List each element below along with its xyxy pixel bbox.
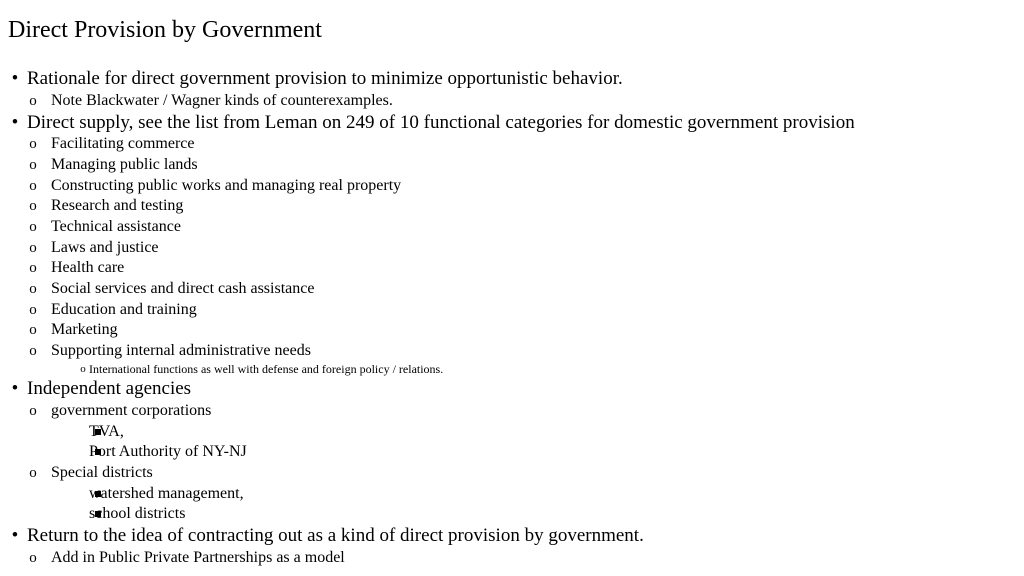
list-item-text: Research and testing: [51, 197, 184, 214]
subsub-text: International functions as well with defense and foreign policy / relations.: [89, 362, 444, 376]
circle-marker: o: [29, 550, 37, 566]
circle-marker: o: [29, 322, 37, 338]
circle-marker: o: [29, 93, 37, 109]
circle-marker: o: [29, 219, 37, 235]
list-item-text: Laws and justice: [51, 239, 159, 256]
list-item-text: Health care: [51, 259, 125, 276]
bullet-text: Rationale for direct government provision to minimize opportunistic behavior.: [27, 68, 623, 89]
slide-title: Direct Provision by Government: [8, 17, 322, 43]
list-item-text: Supporting internal administrative needs: [51, 342, 311, 359]
list-item-text: Constructing public works and managing real property: [51, 177, 402, 194]
circle-marker: o: [29, 198, 37, 214]
subbullet-text: Special districts: [51, 464, 153, 481]
circle-marker: o: [29, 240, 37, 256]
bullet-marker: •: [11, 112, 19, 133]
bullet-marker: •: [11, 525, 19, 546]
circle-marker: o: [29, 157, 37, 173]
square-item-watershed: watershed management,: [89, 485, 244, 502]
circle-marker: o: [80, 363, 86, 375]
list-item-text: Education and training: [51, 301, 197, 318]
list-item-text: Facilitating commerce: [51, 135, 195, 152]
circle-marker: o: [29, 343, 37, 359]
circle-marker: o: [29, 281, 37, 297]
list-item-text: Managing public lands: [51, 156, 198, 173]
subbullet-text: government corporations: [51, 402, 212, 419]
circle-marker: o: [29, 465, 37, 481]
subbullet-text: Note Blackwater / Wagner kinds of counterexamples.: [51, 92, 393, 109]
bullet-marker: •: [11, 378, 19, 399]
circle-marker: o: [29, 302, 37, 318]
square-item-port-authority: Port Authority of NY-NJ: [89, 443, 247, 460]
bullet-text: Return to the idea of contracting out as a kind of direct provision by government.: [27, 525, 644, 546]
circle-marker: o: [29, 403, 37, 419]
list-item-text: Social services and direct cash assistance: [51, 280, 315, 297]
circle-marker: o: [29, 178, 37, 194]
square-item-tva: TVA,: [89, 423, 124, 440]
bullet-marker: •: [11, 68, 19, 89]
list-item-text: Technical assistance: [51, 218, 181, 235]
subbullet-text: Add in Public Private Partnerships as a model: [51, 549, 345, 566]
bullet-text: Direct supply, see the list from Leman on 249 of 10 functional categories for domestic government provision: [27, 112, 855, 133]
bullet-text: Independent agencies: [27, 378, 192, 399]
circle-marker: o: [29, 260, 37, 276]
circle-marker: o: [29, 136, 37, 152]
square-item-school-districts: school districts: [89, 505, 186, 522]
list-item-text: Marketing: [51, 321, 118, 338]
